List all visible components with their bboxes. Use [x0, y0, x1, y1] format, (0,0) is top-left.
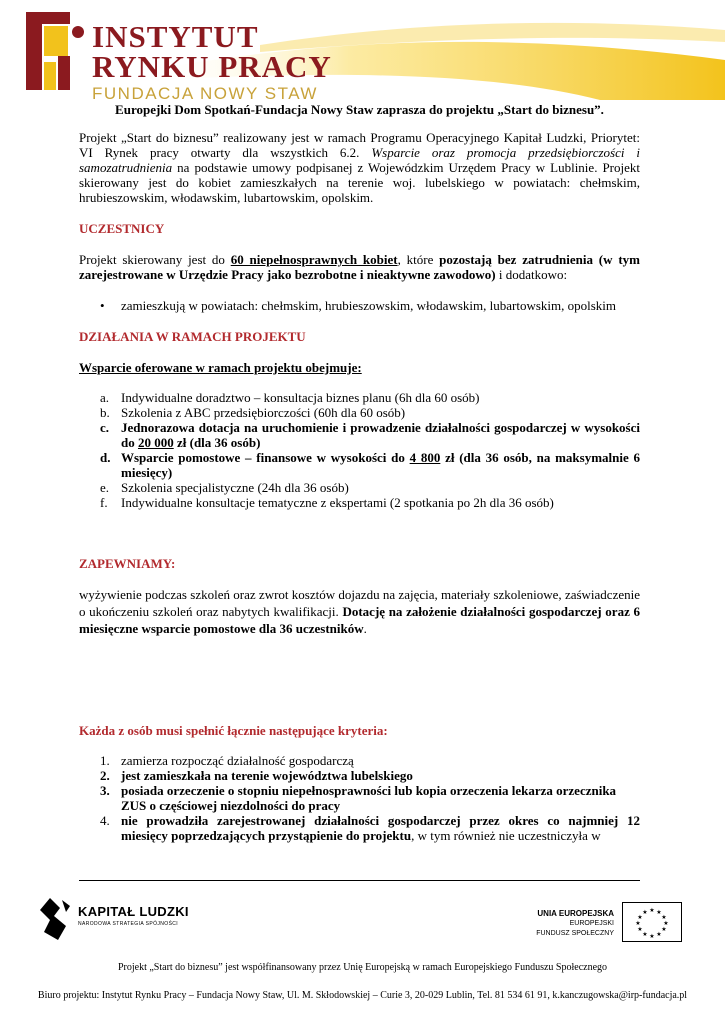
- logo-line-3: FUNDACJA NOWY STAW: [92, 84, 318, 103]
- criteria-4-bold: nie prowadziła zarejestrowanej działalności gospodarczej przez okres co najmniej 12 miesięcy poprzedzających przystąpienie do projektu: [121, 813, 640, 843]
- bridge-amount: 4 800: [409, 450, 441, 465]
- participants-paragraph: [79, 252, 640, 282]
- document-body: [79, 100, 640, 843]
- list-item: [100, 390, 640, 405]
- list-item: [100, 480, 640, 495]
- list-item: [100, 753, 640, 768]
- footer-divider: [79, 880, 640, 881]
- participants-bullet-list: [100, 298, 640, 313]
- list-text: [121, 450, 640, 480]
- list-marker: 2.: [100, 768, 110, 783]
- kl-title: KAPITAŁ LUDZKI: [78, 904, 189, 919]
- list-item: [100, 405, 640, 420]
- bullet-text: zamieszkują w powiatach: chełmskim, hrubieszowskim, włodawskim, lubartowskim, opolskim: [121, 298, 617, 313]
- svg-text:★: ★: [661, 914, 667, 921]
- svg-text:★: ★: [649, 933, 655, 940]
- kapital-ludzki-logo-mark: [36, 896, 76, 942]
- list-marker: b.: [100, 405, 110, 420]
- footer-office-address: Biuro projektu: Instytut Rynku Pracy – Fundacja Nowy Staw, Ul. M. Skłodowskiej – Curie 3, 20-029 Lublin, Tel. 81 534 61 91, k.kanczugowska@irp-fundacja.pl: [37, 990, 688, 1001]
- svg-text:★: ★: [642, 931, 648, 938]
- list-marker: d.: [100, 450, 111, 465]
- actions-list: [100, 390, 640, 510]
- list-marker: c.: [100, 420, 110, 435]
- bullet-marker: •: [100, 298, 105, 313]
- heading-participants: UCZESTNICY: [79, 221, 165, 236]
- irp-logo-mark: [14, 6, 94, 98]
- grant-text-3: zł (dla 36 osób): [173, 435, 261, 450]
- logo-line-1: INSTYTUT: [92, 19, 259, 54]
- bridge-text-3: zł (dla 36 osób, na maksymalnie 6 miesięcy): [121, 450, 641, 480]
- list-marker: a.: [100, 390, 110, 405]
- list-marker: 1.: [100, 753, 110, 768]
- eu-flag-icon: [622, 902, 682, 942]
- svg-text:★: ★: [637, 914, 643, 921]
- list-item: [100, 420, 640, 450]
- list-marker: f.: [100, 495, 108, 510]
- list-text: posiada orzeczenie o stopniu niepełnosprawności lub kopia orzeczenia lekarza orzecznika ZUS o częściowej niezdolności do pracy: [121, 783, 617, 813]
- criteria-4-text: , w tym również nie uczestniczyła w: [411, 828, 601, 843]
- grant-text-1: Jednorazowa dotacja na uruchomienie i prowadzenie działalności gospodarczej w wysokości do: [121, 420, 640, 450]
- intro-text-italic: Wsparcie oraz promocja przedsiębiorczości i samozatrudnienia: [79, 145, 640, 175]
- list-text: jest zamieszkała na terenie województwa lubelskiego: [121, 768, 413, 783]
- intro-text-1: Projekt „Start do biznesu” realizowany jest w ramach Programu Operacyjnego Kapitał Ludzki, Priorytet: VI Rynek pracy otwarty dla wszystkich 6.2.: [79, 130, 640, 160]
- document-title: Europejki Dom Spotkań-Fundacja Nowy Staw zaprasza do projektu „Start do biznesu”.: [115, 102, 604, 117]
- grant-amount: 20 000: [137, 435, 174, 450]
- list-text: [121, 813, 640, 843]
- list-marker: 3.: [100, 783, 110, 798]
- svg-text:★: ★: [663, 920, 669, 927]
- eu-stars-icon: [623, 903, 681, 941]
- heading-criteria: Każda z osób musi spełnić łącznie następujące kryteria:: [79, 723, 388, 738]
- participants-count: 60 niepełnosprawnych kobiet: [230, 252, 398, 267]
- list-item: [100, 783, 640, 813]
- kl-subtitle: NARODOWA STRATEGIA SPÓJNOŚCI: [78, 921, 179, 927]
- participants-text-1: Projekt skierowany jest do: [79, 252, 231, 267]
- provide-text-3: .: [363, 621, 367, 636]
- kapital-ludzki-logo-text: [78, 904, 189, 927]
- eu-line-3: FUNDUSZ SPOŁECZNY: [536, 930, 614, 937]
- eu-logo-text: [490, 908, 614, 939]
- list-item: [100, 298, 640, 313]
- header-banner: [0, 0, 725, 103]
- list-text: Indywidualne doradztwo – konsultacja biznes planu (6h dla 60 osób): [121, 390, 480, 405]
- svg-text:★: ★: [661, 926, 667, 933]
- eu-line-2: EUROPEJSKI: [569, 920, 614, 927]
- irp-logo-text: [92, 19, 332, 106]
- svg-text:★: ★: [656, 909, 662, 916]
- list-text: [121, 420, 640, 450]
- list-text: Indywidualne konsultacje tematyczne z ekspertami (2 spotkania po 2h dla 36 osób): [121, 495, 554, 510]
- list-item: [100, 450, 640, 480]
- participants-text-5: i dodatkowo:: [495, 267, 568, 282]
- list-item: [100, 495, 640, 510]
- svg-text:★: ★: [637, 926, 643, 933]
- list-item: [100, 768, 640, 783]
- heading-provide: ZAPEWNIAMY:: [79, 556, 176, 571]
- list-item: [100, 813, 640, 843]
- eu-line-1: UNIA EUROPEJSKA: [537, 909, 614, 918]
- bridge-text-1: Wsparcie pomostowe – finansowe w wysokości do: [121, 450, 410, 465]
- heading-actions: DZIAŁANIA W RAMACH PROJEKTU: [79, 329, 306, 344]
- svg-text:★: ★: [656, 931, 662, 938]
- participants-text-3: , które: [397, 252, 440, 267]
- intro-paragraph: [79, 130, 640, 205]
- provide-text-1: wyżywienie podczas szkoleń oraz zwrot kosztów dojazdu na zajęcia, materiały szkoleniowe, zaświadczenie o ukończeniu szkoleń oraz nabytych kwalifikacji.: [79, 587, 640, 619]
- provide-paragraph: [79, 586, 640, 637]
- list-marker: 4.: [100, 813, 110, 828]
- list-text: zamierza rozpocząć działalność gospodarczą: [121, 753, 354, 768]
- list-text: Szkolenia z ABC przedsiębiorczości (60h dla 60 osób): [121, 405, 406, 420]
- provide-text-bold: Dotację na założenie działalności gospodarczej oraz 6 miesięczne wsparcie pomostowe dla 36 uczestników: [79, 604, 640, 636]
- logo-line-2: RYNKU PRACY: [92, 49, 332, 84]
- list-marker: e.: [100, 480, 110, 495]
- intro-text-3: na podstawie umowy podpisanej z Wojewódzkim Urzędem Pracy w Lublinie. Projekt skierowany jest do kobiet zamieszkałych na terenie woj. lubelskiego w powiatach: chełmskim, hrubieszowskim, włodawskim, lubartowskim, opolskim.: [79, 160, 640, 205]
- footer-cofinancing-note: Projekt „Start do biznesu” jest współfinansowany przez Unię Europejską w ramach Europejskiego Funduszu Społecznego: [117, 962, 608, 973]
- svg-text:★: ★: [635, 920, 641, 927]
- criteria-list: [100, 753, 640, 843]
- svg-text:★: ★: [649, 907, 655, 914]
- actions-subheading: Wsparcie oferowane w ramach projektu obejmuje:: [79, 360, 362, 375]
- participants-status: pozostają bez zatrudnienia (w tym zarejestrowane w Urzędzie Pracy jako bezrobotne i nieaktywne zawodowo): [79, 252, 640, 282]
- svg-text:★: ★: [642, 909, 648, 916]
- list-text: Szkolenia specjalistyczne (24h dla 36 osób): [121, 480, 349, 495]
